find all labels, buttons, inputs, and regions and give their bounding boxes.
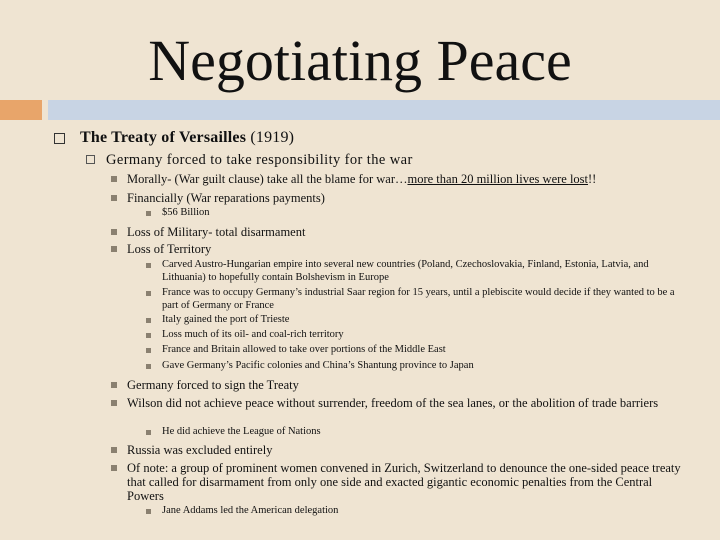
territory-item: Loss much of its oil- and coal-rich territory: [162, 329, 344, 340]
slide-title: Negotiating Peace: [148, 28, 572, 93]
square-bullet-icon: [146, 291, 151, 296]
square-bullet-icon: [146, 333, 151, 338]
square-bullet-icon: [146, 318, 151, 323]
list-item-addams: Jane Addams led the American delegation: [162, 505, 339, 516]
list-item-russia: Russia was excluded entirely: [127, 443, 273, 457]
square-bullet-icon: [111, 465, 117, 471]
title-accent-bar: [0, 100, 42, 120]
morally-suffix: !!: [588, 172, 597, 186]
list-item-morally: [127, 172, 687, 186]
square-bullet-icon: [146, 509, 151, 514]
territory-item: Gave Germany’s Pacific colonies and China’s Shantung province to Japan: [162, 360, 474, 371]
square-bullet-icon: [111, 400, 117, 406]
square-bullet-icon: [111, 195, 117, 201]
territory-item: Carved Austro-Hungarian empire into several new countries (Poland, Czechoslovakia, Finland, Estonia, Latvia, and Lithuania) to hopefully contain Bolshevism in Europe: [162, 259, 649, 283]
square-bullet-icon: [111, 447, 117, 453]
list-item-sign: Germany forced to sign the Treaty: [127, 378, 299, 392]
hollow-square-bullet-icon: [86, 155, 95, 164]
list-item-league: He did achieve the League of Nations: [162, 426, 321, 437]
square-bullet-icon: [146, 263, 151, 268]
list-item-billion: $56 Billion: [162, 207, 210, 218]
hollow-square-bullet-icon: [54, 133, 65, 144]
territory-item: Italy gained the port of Trieste: [162, 314, 290, 325]
square-bullet-icon: [111, 246, 117, 252]
square-bullet-icon: [146, 430, 151, 435]
square-bullet-icon: [146, 211, 151, 216]
territory-item: France and Britain allowed to take over portions of the Middle East: [162, 344, 446, 355]
square-bullet-icon: [146, 364, 151, 369]
territory-item: France was to occupy Germany’s industrial Saar region for 15 years, until a plebiscite would decide if they wanted to be a part of Germany or France: [162, 287, 675, 311]
list-item-wilson: Wilson did not achieve peace without surrender, freedom of the sea lanes, or the abolition of trade barriers: [127, 396, 659, 410]
morally-text: Morally- (War guilt clause) take all the blame for war…: [127, 172, 408, 186]
list-item-note: Of note: a group of prominent women convened in Zurich, Switzerland to denounce the one-sided peace treaty that called for disarmament from only one side and exacted gigantic economic penalties from the Central Powers: [127, 461, 681, 503]
square-bullet-icon: [111, 229, 117, 235]
heading-bold-part: The Treaty of Versailles: [80, 129, 247, 146]
list-item-military: Loss of Military- total disarmament: [127, 225, 306, 239]
square-bullet-icon: [146, 348, 151, 353]
square-bullet-icon: [111, 176, 117, 182]
morally-emphasis: more than 20 million lives were lost: [407, 172, 589, 186]
heading-year: (1919): [250, 129, 295, 146]
square-bullet-icon: [111, 382, 117, 388]
subheading: Germany forced to take responsibility for the war: [106, 152, 413, 168]
title-divider-bar: [48, 100, 720, 120]
list-item-territory: Loss of Territory: [127, 242, 212, 256]
section-heading: [80, 128, 294, 148]
list-item-financially: Financially (War reparations payments): [127, 191, 325, 205]
